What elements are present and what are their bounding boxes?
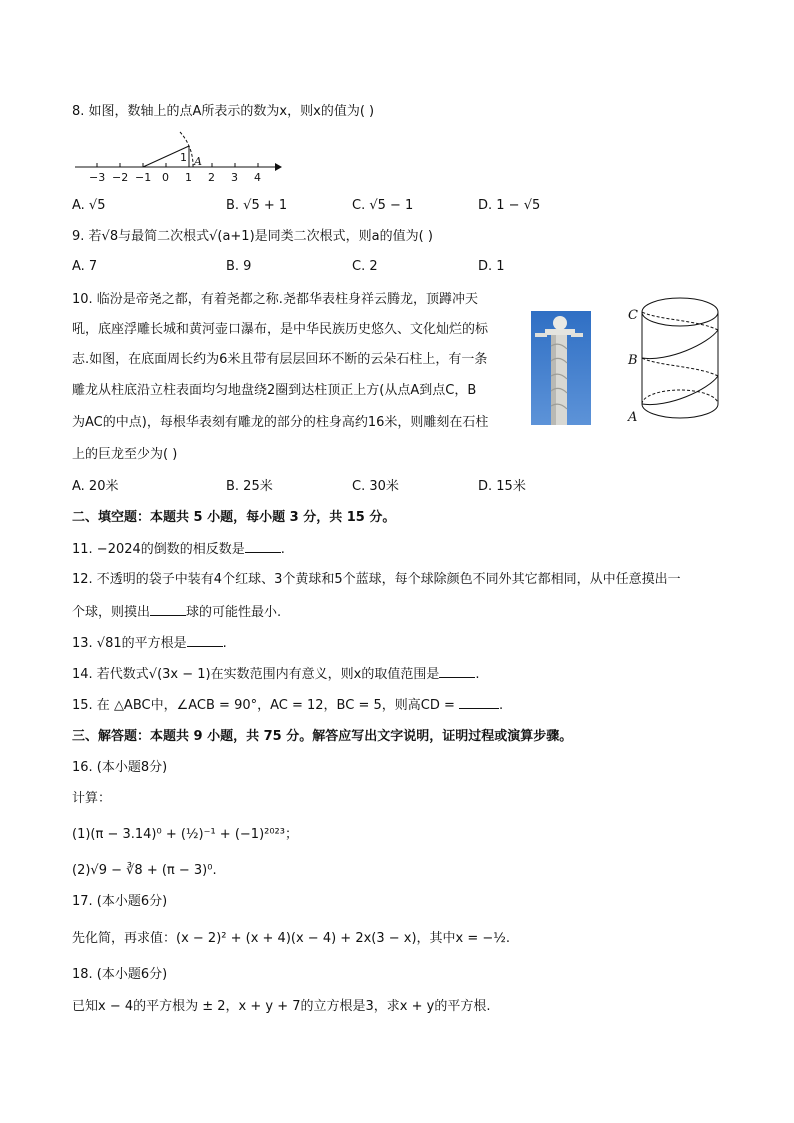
q8-option-b: B. √5 + 1: [226, 198, 288, 213]
q15-text: 15. 在 △ABC中，∠ACB = 90°，AC = 12，BC = 5，则高CD =: [72, 698, 459, 713]
q16-intro: 计算：: [72, 791, 112, 806]
answer-blank: [459, 696, 499, 709]
q8-option-a: A. √5: [72, 198, 106, 213]
q10-option-d: D. 15米: [478, 479, 526, 494]
tick-label: 3: [231, 171, 238, 184]
q12-text: 个球，则摸出: [72, 605, 151, 620]
q14: [72, 665, 479, 684]
q15: [72, 696, 503, 715]
answer-blank: [187, 634, 223, 647]
q12-line1: 12. 不透明的袋子中装有4个红球、3个黄球和5个蓝球，每个球除颜色不同外其它都相同，从中任意摸出一: [72, 572, 681, 587]
q9-option-a: A. 7: [72, 259, 98, 274]
q10-line: 雕龙从柱底沿立柱表面均匀地盘绕2圈到达柱顶正上方(从点A到点C，B: [72, 383, 477, 398]
q8-option-c: C. √5 − 1: [352, 198, 414, 213]
q17-head: 17. (本小题6分): [72, 894, 168, 909]
answer-blank: [245, 540, 281, 553]
q16-part2: (2)√9 − ∛8 + (π − 3)⁰.: [72, 863, 217, 878]
q10-option-b: B. 25米: [226, 479, 273, 494]
q11-end: .: [280, 542, 285, 557]
q9-option-b: B. 9: [226, 259, 252, 274]
tick-label: 4: [254, 171, 261, 184]
q10-line: 上的巨龙至少为( ): [72, 447, 178, 462]
answer-blank: [439, 665, 475, 678]
tick-label: −2: [112, 171, 129, 184]
q11: [72, 540, 285, 559]
q14-text: 14. 若代数式√(3x − 1)在实数范围内有意义，则x的取值范围是: [72, 667, 440, 682]
huabiao-column-photo: [531, 311, 591, 425]
q8-option-d: D. 1 − √5: [478, 198, 541, 213]
q18-head: 18. (本小题6分): [72, 967, 168, 982]
label-c: C: [628, 308, 638, 323]
q10-option-a: A. 20米: [72, 479, 119, 494]
q16-part1: (1)(π − 3.14)⁰ + (½)⁻¹ + (−1)²⁰²³；: [72, 827, 298, 842]
q13-text: 13. √81的平方根是: [72, 636, 187, 651]
label-b: B: [628, 353, 638, 368]
q11-text: 11. −2024的倒数的相反数是: [72, 542, 245, 557]
triangle-side-label: 1: [180, 151, 187, 164]
tick-label: 1: [185, 171, 192, 184]
q13: [72, 634, 227, 653]
q9-option-d: D. 1: [478, 259, 505, 274]
tick-label: 0: [162, 171, 169, 184]
q10-line: 吼，底座浮雕长城和黄河壶口瀑布，是中华民族历史悠久、文化灿烂的标: [72, 322, 489, 337]
q18-body: 已知x − 4的平方根为 ± 2，x + y + 7的立方根是3，求x + y的平方根.: [72, 999, 491, 1014]
q10-line: 10. 临汾是帝尧之都，有着尧都之称.尧都华表柱身祥云腾龙，顶蹲冲天: [72, 292, 478, 307]
q13-end: .: [222, 636, 227, 651]
q9-stem: 9. 若√8与最简二次根式√(a+1)是同类二次根式，则a的值为( ): [72, 229, 433, 244]
tick-label: −1: [135, 171, 152, 184]
answer-blank: [150, 603, 186, 616]
q14-end: .: [475, 667, 480, 682]
label-a: A: [628, 410, 638, 425]
q10-option-c: C. 30米: [352, 479, 399, 494]
q9-option-c: C. 2: [352, 259, 378, 274]
tick-label: 2: [208, 171, 215, 184]
q8-stem: 8. 如图，数轴上的点A所表示的数为x，则x的值为( ): [72, 104, 375, 119]
cylinder-diagram: [638, 290, 738, 430]
section-3-heading: 三、解答题：本题共 9 小题，共 75 分。解答应写出文字说明，证明过程或演算步骤。: [72, 729, 573, 744]
q15-end: .: [499, 698, 504, 713]
section-2-heading: 二、填空题：本题共 5 小题，每小题 3 分，共 15 分。: [72, 510, 396, 525]
q12: [72, 603, 281, 622]
point-a-label: A: [194, 155, 202, 168]
tick-label: −3: [89, 171, 106, 184]
q12-end: 球的可能性最小.: [186, 605, 282, 620]
q10-line: 志.如图，在底面周长约为6米且带有层层回环不断的云朵石柱上，有一条: [72, 352, 488, 367]
q10-line: 为AC的中点)，每根华表刻有雕龙的部分的柱身高约16米，则雕刻在石柱: [72, 415, 489, 430]
q16-head: 16. (本小题8分): [72, 760, 168, 775]
q17-body: 先化简，再求值：(x − 2)² + (x + 4)(x − 4) + 2x(3 − x)，其中x = −½.: [72, 931, 511, 946]
